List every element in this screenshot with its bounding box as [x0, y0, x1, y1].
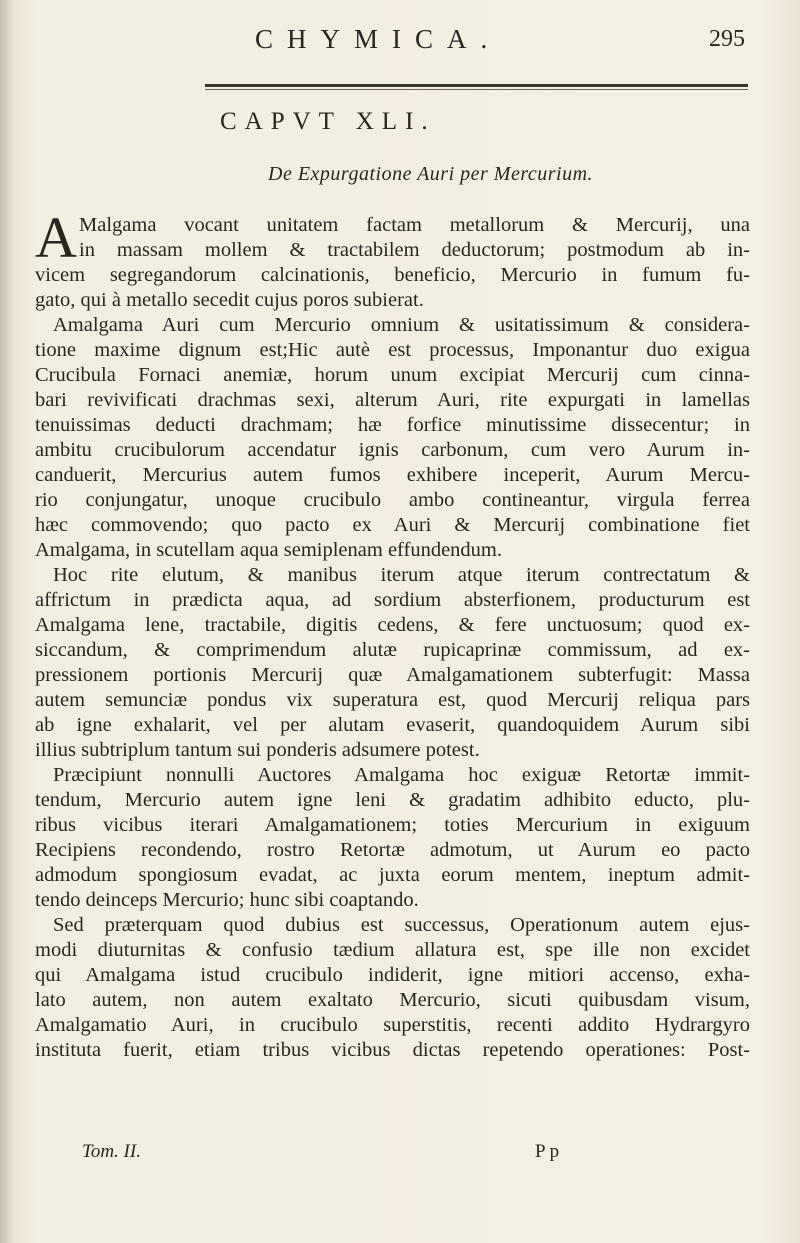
page-footer	[82, 1141, 722, 1171]
text-line: in massam mollem & tractabilem deductorum; postmodum ab in-	[79, 239, 750, 261]
body-text	[35, 205, 750, 1063]
text-line: pressionem portionis Mercurij quæ Amalgamationem subterfugit: Massa	[35, 664, 750, 686]
text-line: canduerit, Mercurius autem fumos exhibere inceperit, Aurum Mercu-	[35, 464, 750, 486]
text-line: gato, qui à metallo secedit cujus poros subierat.	[35, 289, 424, 311]
text-line: ambitu crucibulorum accendatur ignis carbonum, cum vero Aurum in-	[35, 439, 750, 461]
text-line: Recipiens recondendo, rostro Retortæ admotum, ut Aurum eo pacto	[35, 839, 750, 861]
text-line: siccandum, & comprimendum alutæ rupicaprinæ commissum, ad ex-	[35, 639, 750, 661]
text-line: Præcipiunt nonnulli Auctores Amalgama hoc exiguæ Retortæ immit-	[53, 764, 750, 786]
text-line: hæc commovendo; quo pacto ex Auri & Mercurij combinatione fiet	[35, 514, 750, 536]
header-rule-thin	[205, 89, 748, 90]
text-line: rio conjungatur, unoque crucibulo ambo contineantur, virgula ferrea	[35, 489, 750, 511]
text-line: tione maxime dignum est;Hic autè est processus, Imponantur duo exigua	[35, 339, 750, 361]
signature-mark: Tom. II.	[82, 1141, 141, 1162]
page-number: 295	[709, 26, 745, 52]
text-line: modi diuturnitas & confusio tædium allatura est, spe ille non excidet	[35, 939, 750, 961]
text-line: vicem segregandorum calcinationis, beneficio, Mercurio in fumum fu-	[35, 264, 750, 286]
drop-cap: A	[35, 205, 77, 270]
text-line: tenuissimas deducti drachmam; hæ forfice minutissime dissecentur; in	[35, 414, 750, 436]
dropcap-lines	[79, 213, 750, 263]
text-line: Malgama vocant unitatem factam metallorum & Mercurij, una	[79, 214, 750, 236]
text-line: Amalgama, in scutellam aqua semiplenam effundendum.	[35, 539, 502, 561]
dropcap-paragraph-start	[35, 205, 750, 270]
text-lines	[35, 263, 750, 1063]
text-line: Sed prӕterquam quod dubius est successus, Operationum autem ejus-	[53, 914, 750, 936]
binding-shadow	[0, 0, 14, 1243]
running-title: CHYMICA.	[255, 24, 502, 54]
text-line: qui Amalgama istud crucibulo indiderit, igne mitiori accenso, exha-	[35, 964, 750, 986]
text-line: Hoc rite elutum, & manibus iterum atque iterum contrectatum &	[53, 564, 750, 586]
text-line: lato autem, non autem exaltato Mercurio, sicuti quibusdam visum,	[35, 989, 750, 1011]
text-line: illius subtriplum tantum sui ponderis adsumere potest.	[35, 739, 480, 761]
text-line: instituta fuerit, etiam tribus vicibus dictas repetendo operationes: Post-	[35, 1039, 750, 1061]
text-line: bari revivificati drachmas sexi, alterum Auri, rite expurgati in lamellas	[35, 389, 750, 411]
text-line: admodum spongiosum evadat, ac juxta eorum mentem, ineptum admit-	[35, 864, 750, 886]
header-rule	[205, 84, 748, 87]
text-line: affrictum in prædicta aqua, ad sordium absterfionem, producturum est	[35, 589, 750, 611]
text-line: Amalgama lene, tractabile, digitis cedens, & fere unctuosum; quod ex-	[35, 614, 750, 636]
running-head	[200, 24, 745, 64]
text-line: Amalgamatio Auri, in crucibulo superstitis, recenti addito Hydrargyro	[35, 1014, 750, 1036]
text-line: tendo deinceps Mercurio; hunc sibi coaptando.	[35, 889, 419, 911]
text-line: autem semunciæ pondus vix superatura est, quod Mercurij reliqua pars	[35, 689, 750, 711]
text-line: tendum, Mercurio autem igne leni & gradatim adhibito educto, plu-	[35, 789, 750, 811]
text-line: Crucibula Fornaci anemiæ, horum unum excipiat Mercurij cum cinna-	[35, 364, 750, 386]
text-line: ribus vicibus iterari Amalgamationem; toties Mercurium in exiguum	[35, 814, 750, 836]
text-line: ab igne exhalarit, vel per alutam evaserit, quandoquidem Aurum sibi	[35, 714, 750, 736]
catchword: P p	[535, 1141, 560, 1162]
text-line: Amalgama Auri cum Mercurio omnium & usitatissimum & considera-	[53, 314, 750, 336]
chapter-heading: CAPVT XLI.	[220, 108, 436, 135]
chapter-subtitle: De Expurgatione Auri per Mercurium.	[268, 163, 594, 185]
